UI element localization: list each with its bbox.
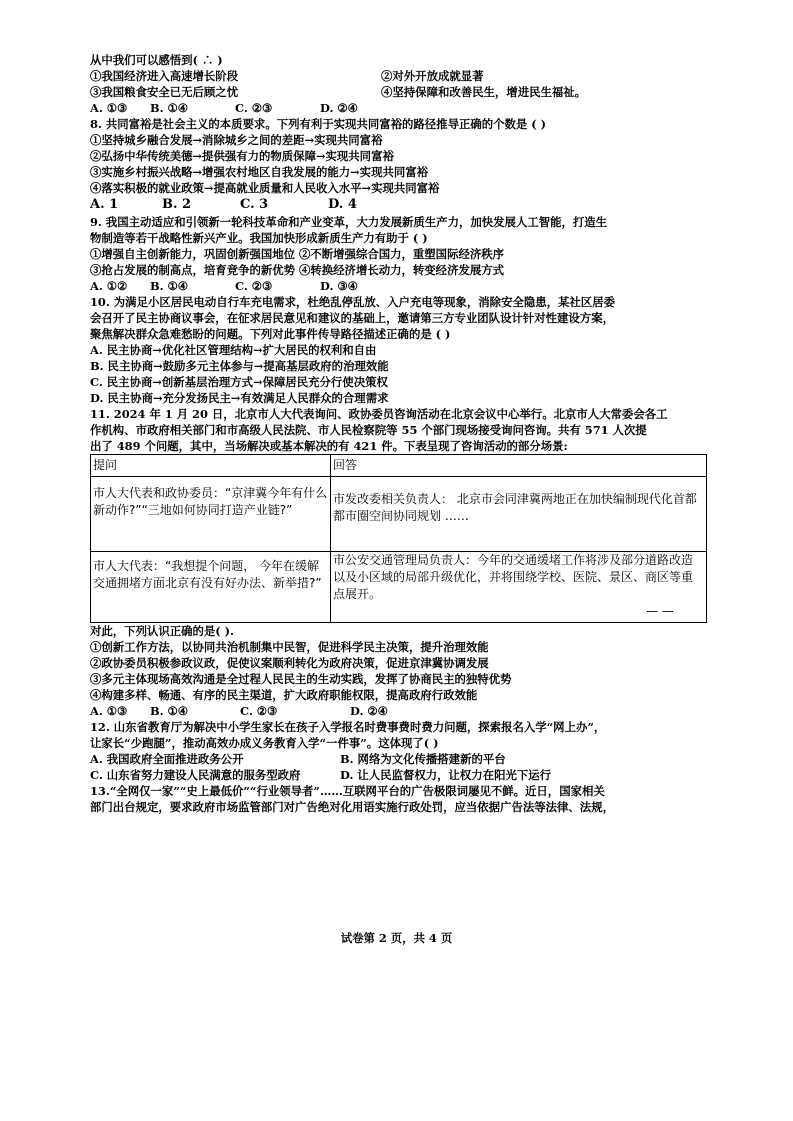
q8-choice-d: D. 4 xyxy=(328,197,357,212)
table-row xyxy=(91,477,707,552)
q12-row-1 xyxy=(90,751,707,767)
q7-choice-c: C. ②③ xyxy=(235,101,273,115)
q8-stem: 8. 共同富裕是社会主义的本质要求。下列有利于实现共同富裕的路径推导正确的个数是 ( ) xyxy=(90,117,547,131)
q11-item: ①创新工作方法，以协同共治机制集中民智，促进科学民主决策，提升治理效能 xyxy=(90,640,489,654)
q8-item: ①坚持城乡融合发展→消除城乡之间的差距→实现共同富裕 xyxy=(90,133,383,147)
q9-item: ①增强自主创新能力，巩固创新强国地位 ②不断增强综合国力，重塑国际经济秩序 xyxy=(90,247,505,261)
q9-choice-a: A. ①② xyxy=(90,279,128,293)
q11-item: ③多元主体现场高效沟通是全过程人民民主的生动实践，发挥了协商民主的独特优势 xyxy=(90,672,512,686)
q12-option-a: A. 我国政府全面推进政务公开 xyxy=(90,752,244,766)
q13-stem: 13.“全网仅一家”“史上最低价”“行业领导者”……互联网平台的广告极限词屡见不鲜。近日，国家相关 xyxy=(90,784,605,798)
q11-choices xyxy=(90,703,707,719)
q7-choices xyxy=(90,100,707,116)
q8-choices xyxy=(90,196,707,214)
table-cell-answer: 市发改委相关负责人： 北京市会同津冀两地正在加快编制现代化首都都市圈空间协同规划 …… xyxy=(331,477,707,552)
q9-choice-b: B. ①④ xyxy=(150,279,188,293)
q8-choice-c: C. 3 xyxy=(240,197,269,212)
q10-stem: 10. 为满足小区居民电动自行车充电需求，杜绝乱停乱放、入户充电等现象，消除安全隐患，某社区居委 xyxy=(90,295,615,309)
answer-text: 市公安交通管理局负责人：今年的交通缓堵工作将涉及部分道路改造以及小区域的局部升级优化，并将围绕学校、医院、景区、商区等重点展开。 xyxy=(333,553,694,601)
exam-page xyxy=(90,52,707,815)
page-footer: 试卷第 2 页，共 4 页 xyxy=(340,931,453,945)
table-header-answer: 回答 xyxy=(331,455,707,477)
q8-item: ④落实积极的就业政策→提高就业质量和人民收入水平→实现共同富裕 xyxy=(90,181,440,195)
table-header-question: 提问 xyxy=(91,455,331,477)
q7-option-3: ③我国粮食安全已无后顾之忧 xyxy=(90,85,239,99)
q12-stem: 12. 山东省教育厅为解决中小学生家长在孩子入学报名时费事费时费力问题，探索报名入学“网上办”， xyxy=(90,720,606,734)
q9-choices xyxy=(90,278,707,294)
answer-dash: — — xyxy=(646,604,674,618)
q11-follow: 对此，下列认识正确的是( ). xyxy=(90,624,235,638)
q7-choice-a: A. ①③ xyxy=(90,101,128,115)
q11-choice-a: A. ①③ xyxy=(90,704,128,718)
q8-choice-a: A. 1 xyxy=(90,197,119,212)
q9-item: ③抢占发展的制高点，培育竞争的新优势 ④转换经济增长动力，转变经济发展方式 xyxy=(90,263,505,277)
q7-option-4: ④坚持保障和改善民生，增进民生福祉。 xyxy=(381,85,587,99)
q8-item: ③实施乡村振兴战略→增强农村地区自我发展的能力→实现共同富裕 xyxy=(90,165,429,179)
q10-option: B. 民主协商→鼓励多元主体参与→提高基层政府的治理效能 xyxy=(90,359,389,373)
q11-choice-b: B. ①④ xyxy=(150,704,188,718)
q10-stem: 会召开了民主协商议事会，在征求居民意见和建议的基础上，邀请第三方专业团队设计针对性建设方案， xyxy=(90,311,614,325)
q7-option-1: ①我国经济进入高速增长阶段 xyxy=(90,69,239,83)
q12-option-c: C. 山东省努力建设人民满意的服务型政府 xyxy=(90,768,301,782)
q7-option-2: ②对外开放成就显著 xyxy=(381,69,484,83)
q8-item: ②弘扬中华传统美德→提供强有力的物质保障→实现共同富裕 xyxy=(90,149,394,163)
q11-stem: 出了 489 个问题，其中，当场解决或基本解决的有 421 件。下表呈现了咨询活动的部分场景: xyxy=(90,439,568,453)
q9-choice-c: C. ②③ xyxy=(235,279,273,293)
q9-choice-d: D. ③④ xyxy=(320,279,358,293)
q11-stem: 11. 2024 年 1 月 20 日，北京市人大代表询问、政协委员咨询活动在北京会议中心举行。北京市人大常委会各工 xyxy=(90,407,668,421)
table-cell-question: 市人大代表：“我想提个问题， 今年在缓解交通拥堵方面北京有没有好办法、新举措?” xyxy=(91,552,331,623)
q9-stem: 物制造等若干战略性新兴产业。我国加快形成新质生产力有助于 ( ) xyxy=(90,231,428,245)
q7-row-1 xyxy=(90,68,707,84)
q13-stem: 部门出台规定，要求政府市场监管部门对广告绝对化用语实施行政处罚，应当依据广告法等法律、法规， xyxy=(90,800,614,814)
table-row xyxy=(91,552,707,623)
table-cell-answer xyxy=(331,552,707,623)
q12-option-b: B. 网络为文化传播搭建新的平台 xyxy=(340,752,506,766)
q11-item: ④构建多样、畅通、有序的民主渠道，扩大政府职能权限，提高政府行政效能 xyxy=(90,688,478,702)
q7-choice-b: B. ①④ xyxy=(150,101,188,115)
q10-option: D. 民主协商→充分发扬民主→有效满足人民群众的合理需求 xyxy=(90,391,389,405)
q12-stem: 让家长“少跑腿”，推动高效办成义务教育入学“一件事”。这体现了( ) xyxy=(90,736,439,750)
q9-stem: 9. 我国主动适应和引领新一轮科技革命和产业变革，大力发展新质生产力，加快发展人工智能，打造生 xyxy=(90,215,608,229)
table-header-row xyxy=(91,455,707,477)
q10-option: C. 民主协商→创新基层治理方式→保障居民充分行使决策权 xyxy=(90,375,388,389)
q11-choice-d: D. ②④ xyxy=(350,704,388,718)
q7-row-2 xyxy=(90,84,707,100)
table-cell-question: 市人大代表和政协委员：“京津冀今年有什么新动作?”“三地如何协同打造产业链?” xyxy=(91,477,331,552)
intro-line: 从中我们可以感悟到( ∴ ) xyxy=(90,53,223,67)
q12-option-d: D. 让人民监督权力，让权力在阳光下运行 xyxy=(340,768,552,782)
qa-table xyxy=(90,454,707,623)
q10-stem: 聚焦解决群众急难愁盼的问题。下列对此事件传导路径描述正确的是 ( ) xyxy=(90,327,451,341)
q7-choice-d: D. ②④ xyxy=(320,101,358,115)
q8-choice-b: B. 2 xyxy=(162,197,192,212)
q11-item: ②政协委员积极参政议政，促使议案顺利转化为政府决策，促进京津冀协调发展 xyxy=(90,656,489,670)
q11-stem: 作机构、市政府相关部门和市高级人民法院、市人民检察院等 55 个部门现场接受询问咨询。共有 571 人次提 xyxy=(90,423,647,437)
q11-choice-c: C. ②③ xyxy=(240,704,278,718)
q12-row-2 xyxy=(90,767,707,783)
q10-option: A. 民主协商→优化社区管理结构→扩大居民的权利和自由 xyxy=(90,343,377,357)
